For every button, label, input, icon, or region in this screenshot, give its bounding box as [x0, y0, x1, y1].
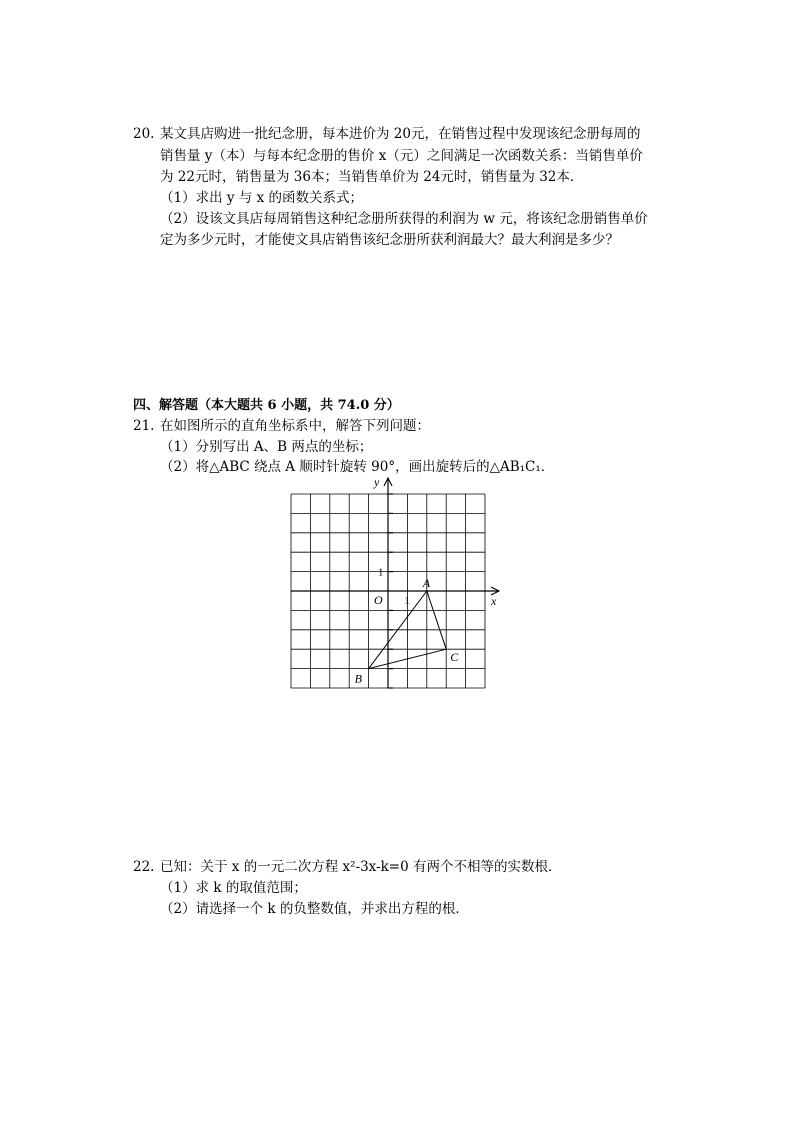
- point-label-c: C: [450, 650, 459, 665]
- question-number: 21.: [133, 418, 155, 434]
- question-text-line: 某文具店购进一批纪念册，每本进价为 20元，在销售过程中发现该纪念册每周的: [160, 126, 641, 142]
- sub-question-2: （2）设该文具店每周销售这种纪念册所获得的利润为 w 元，将该纪念册销售单价: [160, 211, 648, 227]
- sub-question-2: （2）将△ABC 绕点 A 顺时针旋转 90°，画出旋转后的△AB₁C₁．: [160, 459, 555, 475]
- point-label-a: A: [422, 576, 431, 590]
- question-number: 22.: [133, 859, 155, 875]
- question-text-line: 定为多少元时，才能使文具店销售该纪念册所获利润最大？最大利润是多少？: [160, 232, 619, 248]
- unit-label-y: 1: [378, 566, 384, 579]
- section-heading: 四、解答题（本大题共 6 小题，共 74.0 分）: [133, 398, 400, 413]
- question-text-line: 在如图所示的直角坐标系中，解答下列问题：: [160, 418, 430, 434]
- y-axis-label: y: [374, 475, 380, 489]
- origin-label: O: [374, 593, 383, 607]
- question-text-line: 为 22元时，销售量为 36本；当销售单价为 24元时，销售量为 32本．: [160, 169, 584, 185]
- x-axis-label: x: [491, 594, 497, 608]
- point-label-b: B: [354, 671, 362, 686]
- coordinate-grid-figure: [280, 470, 510, 695]
- sub-question-1: （1）求 k 的取值范围；: [160, 880, 307, 896]
- sub-question-2: （2）请选择一个 k 的负整数值，并求出方程的根．: [160, 901, 469, 917]
- sub-question-1: （1）求出 y 与 x 的函数关系式；: [160, 190, 363, 206]
- axes: [291, 478, 499, 688]
- question-text-line: 销售量 y（本）与每本纪念册的售价 x（元）之间满足一次函数关系：当销售单价: [160, 148, 643, 164]
- unit-label-x: 1: [404, 595, 410, 607]
- question-number: 20.: [133, 126, 155, 142]
- sub-question-1: （1）分别写出 A、B 两点的坐标；: [160, 439, 373, 455]
- question-text-line: 已知：关于 x 的一元二次方程 x²-3x-k=0 有两个不相等的实数根．: [160, 859, 562, 875]
